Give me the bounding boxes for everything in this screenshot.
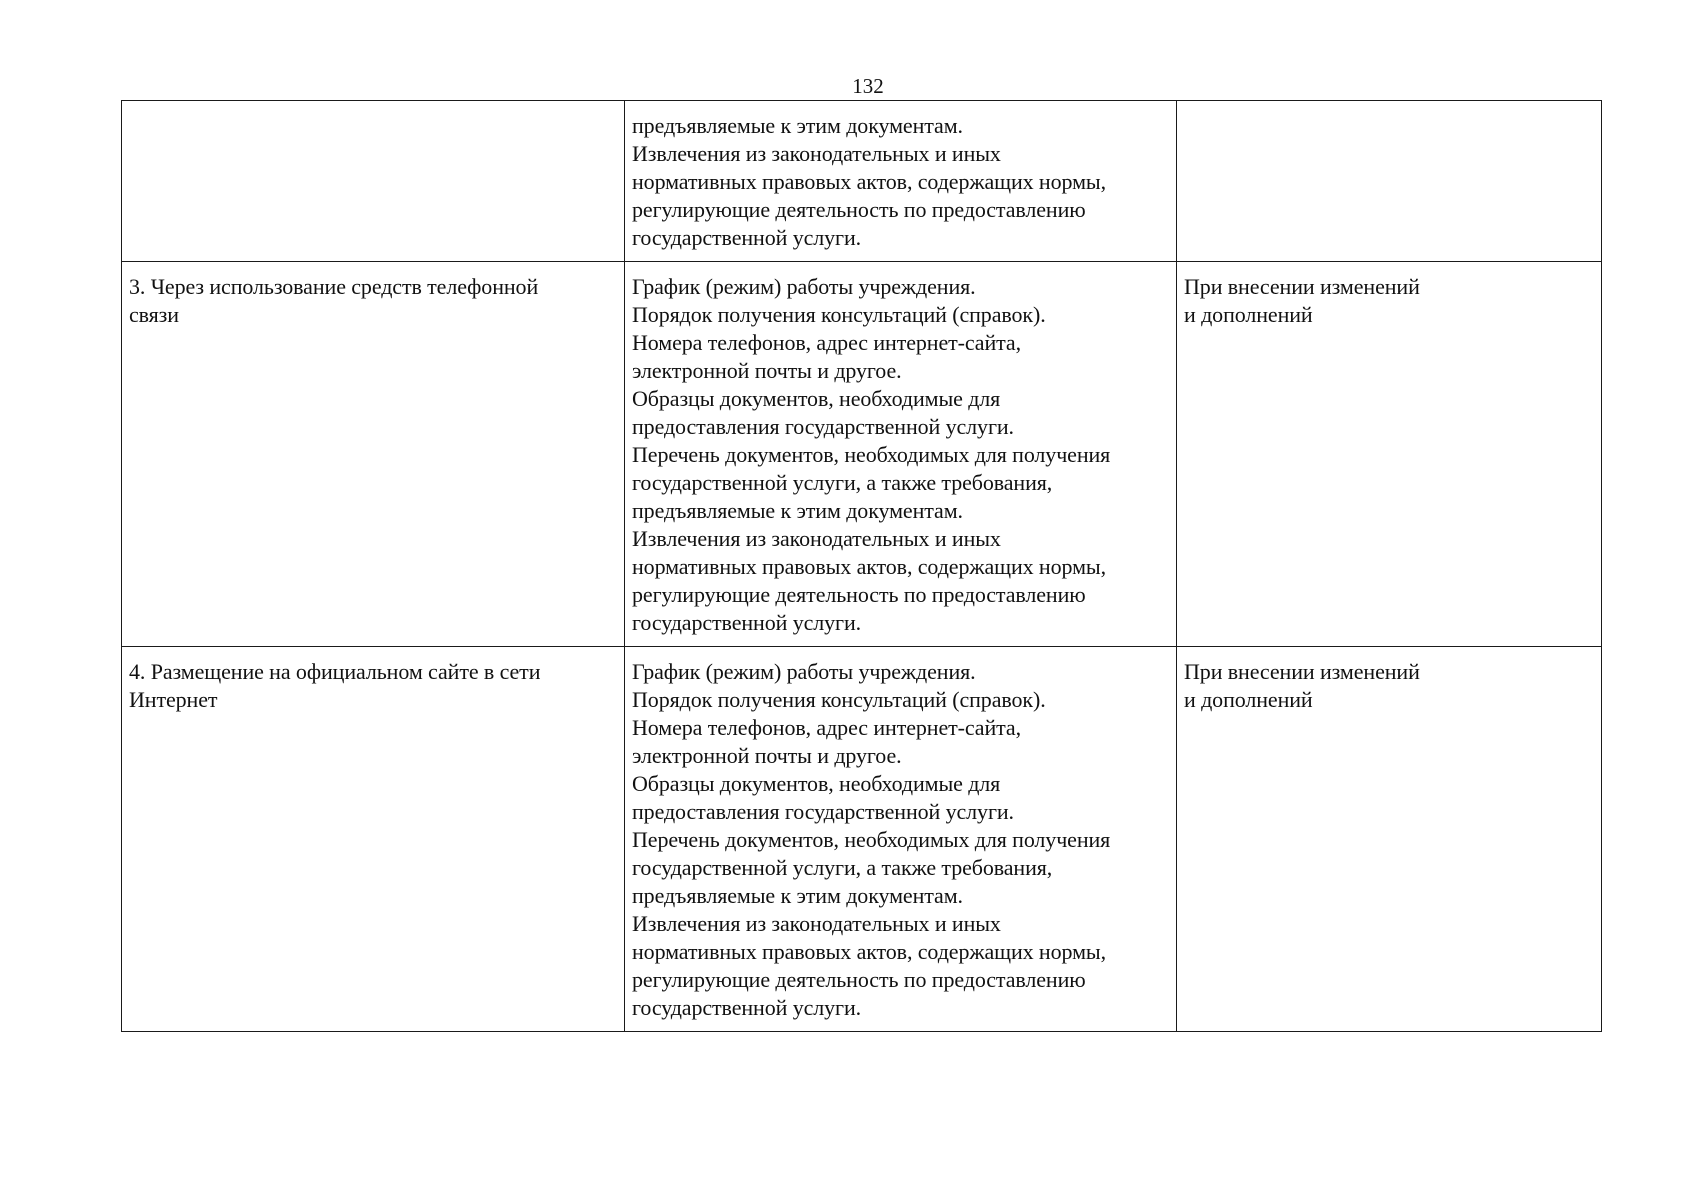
info-cell <box>625 262 1177 647</box>
update-cell <box>1177 647 1602 1032</box>
cell-text-line: При внесении изменений <box>1184 274 1420 299</box>
cell-text-line: Образцы документов, необходимые для <box>632 386 1001 411</box>
cell-text-line: нормативных правовых актов, содержащих нормы, <box>632 554 1106 579</box>
cell-text-line: и дополнений <box>1184 302 1313 327</box>
table-row <box>122 262 1602 647</box>
cell-text-line: электронной почты и другое. <box>632 743 902 768</box>
cell-text-line: предоставления государственной услуги. <box>632 799 1014 824</box>
cell-text-line: Перечень документов, необходимых для получения <box>632 442 1111 467</box>
cell-text-line: электронной почты и другое. <box>632 358 902 383</box>
cell-text-line: Интернет <box>129 687 218 712</box>
cell-text-line: нормативных правовых актов, содержащих нормы, <box>632 939 1106 964</box>
cell-text-line: 3. Через использование средств телефонной <box>129 274 539 299</box>
info-cell <box>625 101 1177 262</box>
cell-text-line: предъявляемые к этим документам. <box>632 498 963 523</box>
table-row <box>122 101 1602 262</box>
page-number: 132 <box>852 74 884 98</box>
cell-text-line: государственной услуги. <box>632 610 862 635</box>
method-cell <box>122 262 625 647</box>
cell-text-line: График (режим) работы учреждения. <box>632 274 976 299</box>
cell-text-line: регулирующие деятельность по предоставлению <box>632 582 1086 607</box>
cell-text-line: и дополнений <box>1184 687 1313 712</box>
cell-text-line: государственной услуги. <box>632 995 862 1020</box>
cell-text-line: связи <box>129 302 179 327</box>
cell-text-line: предъявляемые к этим документам. <box>632 883 963 908</box>
table-row <box>122 647 1602 1032</box>
cell-text-line: предоставления государственной услуги. <box>632 414 1014 439</box>
update-cell <box>1177 262 1602 647</box>
cell-text-line: Образцы документов, необходимые для <box>632 771 1001 796</box>
cell-text-line: При внесении изменений <box>1184 659 1420 684</box>
cell-text-line: Перечень документов, необходимых для получения <box>632 827 1111 852</box>
cell-text-line: регулирующие деятельность по предоставлению <box>632 967 1086 992</box>
method-cell <box>122 647 625 1032</box>
cell-text-line: нормативных правовых актов, содержащих нормы, <box>632 169 1106 194</box>
cell-text-line: График (режим) работы учреждения. <box>632 659 976 684</box>
cell-text-line: 4. Размещение на официальном сайте в сети <box>129 659 541 684</box>
update-cell <box>1177 101 1602 262</box>
cell-text-line: Извлечения из законодательных и иных <box>632 141 1001 166</box>
info-table <box>121 100 1602 1032</box>
cell-text-line: Извлечения из законодательных и иных <box>632 911 1001 936</box>
cell-text-line: государственной услуги. <box>632 225 862 250</box>
cell-text-line: Номера телефонов, адрес интернет-сайта, <box>632 715 1021 740</box>
cell-text-line: Извлечения из законодательных и иных <box>632 526 1001 551</box>
cell-text-line: Порядок получения консультаций (справок). <box>632 302 1046 327</box>
cell-text-line: Порядок получения консультаций (справок). <box>632 687 1046 712</box>
method-cell <box>122 101 625 262</box>
info-cell <box>625 647 1177 1032</box>
cell-text-line: Номера телефонов, адрес интернет-сайта, <box>632 330 1021 355</box>
cell-text-line: регулирующие деятельность по предоставлению <box>632 197 1086 222</box>
cell-text-line: предъявляемые к этим документам. <box>632 113 963 138</box>
cell-text-line: государственной услуги, а также требования, <box>632 470 1053 495</box>
cell-text-line: государственной услуги, а также требования, <box>632 855 1053 880</box>
